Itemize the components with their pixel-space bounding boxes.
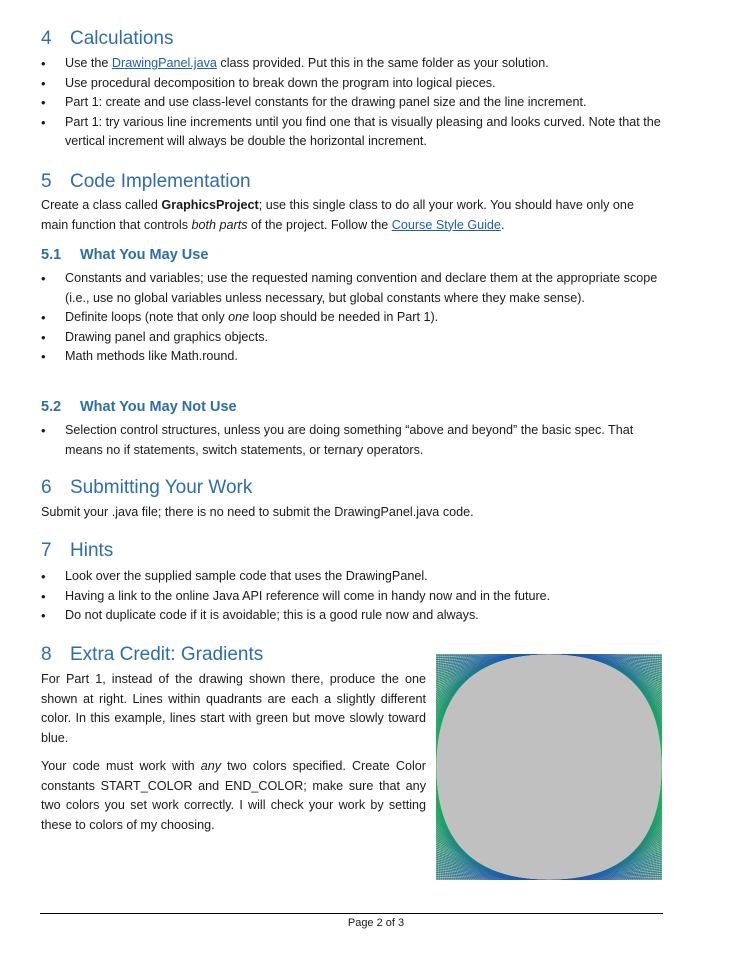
drawingpanel-link[interactable]: DrawingPanel.java	[111, 56, 217, 70]
list-item: • Selection control structures, unless you are doing something “above and beyond” the basic spec. That means no if statements, switch statements, or ternary operators.	[41, 421, 663, 460]
section-6-paragraph: Submit your .java file; there is no need to submit the DrawingPanel.java code.	[41, 505, 474, 519]
list-item: • Math methods like Math.round.	[41, 347, 663, 367]
section-5-1-list	[41, 269, 663, 367]
list-item: • Part 1: create and use class-level constants for the drawing panel size and the line increment.	[41, 93, 663, 113]
section-8-paragraph-2: Your code must work with any two colors specified. Create Color constants START_COLOR and END_COLOR; make sure that any two colors you set work correctly. I will check your work by setting these to colors of my choosing.	[41, 759, 426, 832]
list-item: • Constants and variables; use the requested naming convention and declare them at the appropriate scope (i.e., use no global variables unless necessary, but global constants where they make sense).	[41, 269, 663, 308]
section-5-2-list	[41, 421, 663, 460]
section-6-heading: 6 Submitting Your Work	[41, 477, 253, 498]
section-7-list	[41, 567, 663, 626]
list-item: • Use procedural decomposition to break down the program into logical pieces.	[41, 74, 663, 94]
section-5-heading: 5 Code Implementation	[41, 171, 251, 192]
section-8-paragraph-1: For Part 1, instead of the drawing shown there, produce the one shown at right. Lines within quadrants are each a slightly different color. In this example, lines start with green but move slowly toward blue.	[41, 672, 426, 745]
list-item: • Drawing panel and graphics objects.	[41, 328, 663, 348]
list-item: • Having a link to the online Java API reference will come in handy now and in the future.	[41, 587, 663, 607]
page-number: Page 2 of 3	[347, 917, 405, 929]
section-4-heading: 4 Calculations	[41, 28, 174, 49]
list-item: • Definite loops (note that only one loop should be needed in Part 1).	[41, 308, 663, 328]
course-style-guide-link[interactable]: Course Style Guide	[391, 217, 501, 232]
section-5-paragraph: Create a class called GraphicsProject; use this single class to do all your work. You should have only one main function that controls both parts of the project. Follow the Course Style Guide.	[41, 198, 634, 232]
list-item: • Look over the supplied sample code that uses the DrawingPanel.	[41, 567, 663, 587]
section-8-heading: 8 Extra Credit: Gradients	[41, 644, 264, 665]
section-5-2-heading: 5.2 What You May Not Use	[41, 399, 237, 415]
section-5-1-heading: 5.1 What You May Use	[41, 247, 209, 263]
gradient-curve-figure	[436, 654, 662, 880]
footer-divider	[40, 913, 663, 914]
list-item: • Use the DrawingPanel.java class provided. Put this in the same folder as your solution.	[41, 54, 663, 74]
section-7-heading: 7 Hints	[41, 540, 114, 561]
section-4-list	[41, 54, 663, 152]
figure-background	[436, 654, 662, 880]
list-item: • Do not duplicate code if it is avoidable; this is a good rule now and always.	[41, 606, 663, 626]
list-item: • Part 1: try various line increments until you find one that is visually pleasing and looks curved. Note that the vertical increment will always be double the horizontal increment.	[41, 113, 663, 152]
